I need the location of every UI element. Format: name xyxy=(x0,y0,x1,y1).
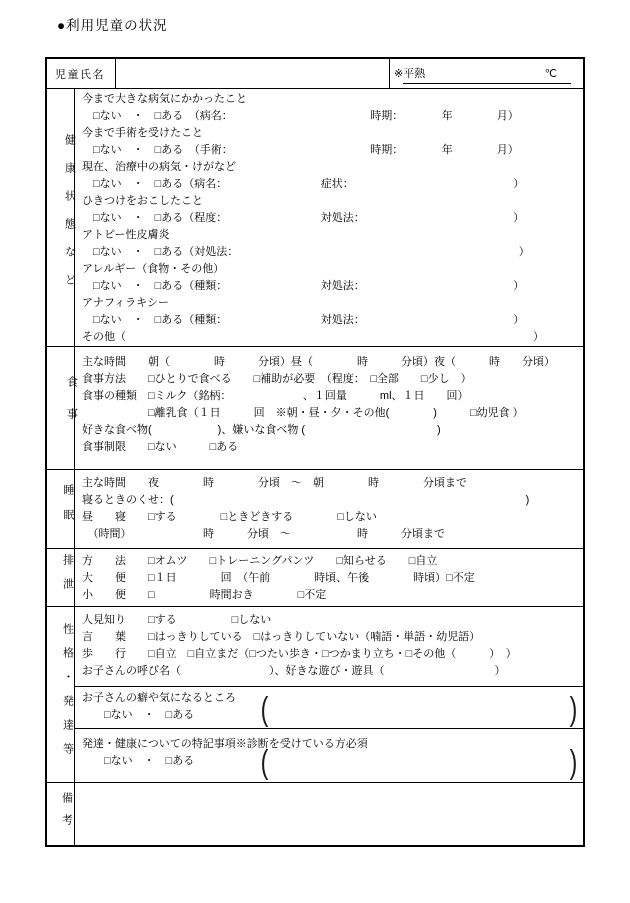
excretion-content xyxy=(75,549,583,606)
personality-content xyxy=(75,607,583,782)
meal-checkbox-line[interactable]: 食事の種類 □ミルク（銘柄： 、１回量 ml、１日 回） xyxy=(82,390,469,402)
health-heading-line: 今まで大きな病気にかかったこと xyxy=(82,93,247,105)
section-notes xyxy=(47,782,583,845)
close-bracket-glyph: ) xyxy=(569,690,578,727)
temp-note-mark: ※ xyxy=(394,68,404,80)
open-bracket-glyph: ( xyxy=(260,690,269,727)
section-label-sleep: 睡眠 xyxy=(62,484,74,534)
meal-food-fill-line[interactable]: 好きな食べ物( )、嫌いな食べ物 ( ) xyxy=(82,424,441,436)
child-name-input-area[interactable] xyxy=(116,59,390,88)
meal-content xyxy=(75,347,583,469)
sleep-content xyxy=(75,470,583,548)
habits-heading-line: お子さんの癖や気になるところ xyxy=(82,692,236,704)
meal-time-fill-line[interactable]: 主な時間 朝（ 時 分頃）昼（ 時 分頃）夜（ 時 分頃） xyxy=(82,356,555,368)
open-bracket-glyph: ( xyxy=(260,743,269,780)
health-heading-line: アトピー性皮膚炎 xyxy=(82,229,170,241)
development-checkbox-line[interactable]: □ない ・ □ある xyxy=(82,755,195,767)
section-label-notes: 備考 xyxy=(60,792,73,836)
personality-checkbox-line[interactable]: 歩 行 □自立 □自立まだ（□つたい歩き・□つかまり立ち・□その他（ ） ） xyxy=(82,648,517,660)
health-heading-line: アレルギー（食物・その他） xyxy=(82,263,225,275)
development-heading-line: 発達・健康についての特記事項※診断を受けている方必須 xyxy=(82,738,368,750)
health-heading-line: 今まで手術を受けたこと xyxy=(82,127,203,139)
average-temperature-field xyxy=(390,59,583,88)
child-habits-subsection xyxy=(75,686,583,728)
sleep-nap-time-fill-line[interactable]: （時間） 時 分頃 ～ 時 分頃まで xyxy=(82,528,445,540)
personality-basic-subsection xyxy=(75,607,583,686)
excretion-checkbox-line[interactable]: 大 便 □１日 回 （午前 時頃、午後 時頃）□不定 xyxy=(82,572,475,584)
form-header-row xyxy=(47,59,583,89)
personality-checkbox-line[interactable]: 言 葉 □はっきりしている □はっきりしていない（喃語・単語・幼児語） xyxy=(82,631,481,643)
health-checkbox-line[interactable]: □ない ・ □ある（種類： 対処法： ） xyxy=(82,314,525,326)
section-meal xyxy=(47,346,583,469)
temp-underline xyxy=(403,65,571,84)
excretion-checkbox-line[interactable]: 方 法 □オムツ □トレーニングパンツ □知らせる □自立 xyxy=(82,555,438,567)
development-notes-subsection xyxy=(75,728,583,782)
section-label-personality: 性格・発達等 xyxy=(61,622,74,767)
sleep-habit-fill-line[interactable]: 寝るときのくせ：( ) xyxy=(82,494,530,506)
health-content xyxy=(75,89,583,346)
health-checkbox-line[interactable]: □ない ・ □ある（種類： 対処法： ） xyxy=(82,280,525,292)
child-name-label: 児童氏名 xyxy=(47,59,116,88)
child-status-form-table xyxy=(45,57,585,847)
personality-nickname-fill-line[interactable]: お子さんの呼び名（ ）、好きな遊び・遊具（ ） xyxy=(82,665,506,677)
health-heading-line: アナフィラキシー xyxy=(82,297,170,309)
notes-blank-area[interactable] xyxy=(75,783,583,845)
health-checkbox-line[interactable]: □ない ・ □ある （手術： 時期： 年 月） xyxy=(82,144,519,156)
section-label-notes-cell xyxy=(47,783,75,845)
section-label-health: 健康状態など xyxy=(63,133,76,302)
habits-checkbox-line[interactable]: □ない ・ □ある xyxy=(82,709,195,721)
section-health xyxy=(47,89,583,346)
health-checkbox-line[interactable]: □ない ・ □ある （病名： 時期： 年 月） xyxy=(82,110,519,122)
section-label-excretion: 排泄 xyxy=(61,553,74,602)
meal-checkbox-line[interactable]: 食事制限 □ない □ある xyxy=(82,441,239,453)
section-label-meal: 食事 xyxy=(65,376,78,440)
section-personality-development xyxy=(47,606,583,782)
meal-checkbox-line[interactable]: 食事方法 □ひとりで食べる □補助が必要 （程度： □全部 □少し ） xyxy=(82,373,472,385)
personality-checkbox-line[interactable]: 人見知り □する □しない xyxy=(82,614,272,626)
temp-unit: ℃ xyxy=(544,68,557,80)
section-sleep xyxy=(47,469,583,548)
sleep-checkbox-line[interactable]: 昼 寝 □する □ときどきする □しない xyxy=(82,511,377,523)
section-label-personality-cell xyxy=(47,607,75,782)
meal-checkbox-line[interactable]: □離乳食（１日 回 ※朝・昼・夕・その他( ) □幼児食 ） xyxy=(82,407,524,419)
health-other-fill-line[interactable]: その他（ ） xyxy=(82,331,544,343)
health-checkbox-line[interactable]: □ない ・ □ある（対処法： ） xyxy=(82,246,530,258)
page-title: ●利用児童の状況 xyxy=(57,18,168,33)
health-heading-line: 現在、治療中の病気・けがなど xyxy=(82,161,236,173)
section-excretion xyxy=(47,548,583,606)
health-checkbox-line[interactable]: □ない ・ □ある（病名： 症状： ） xyxy=(82,178,525,190)
health-checkbox-line[interactable]: □ない ・ □ある（程度： 対処法： ） xyxy=(82,212,525,224)
section-label-excretion-cell xyxy=(47,549,75,606)
health-heading-line: ひきつけをおこしたこと xyxy=(82,195,203,207)
section-label-health-cell xyxy=(47,89,75,346)
close-bracket-glyph: ) xyxy=(569,743,578,780)
temp-label: 平熱 xyxy=(403,68,426,80)
sleep-time-fill-line[interactable]: 主な時間 夜 時 分頃 ～ 朝 時 分頃まで xyxy=(82,477,467,489)
section-label-meal-cell xyxy=(47,347,78,469)
section-label-sleep-cell xyxy=(47,470,75,548)
excretion-checkbox-line[interactable]: 小 便 □ 時間おき □不定 xyxy=(82,589,327,601)
